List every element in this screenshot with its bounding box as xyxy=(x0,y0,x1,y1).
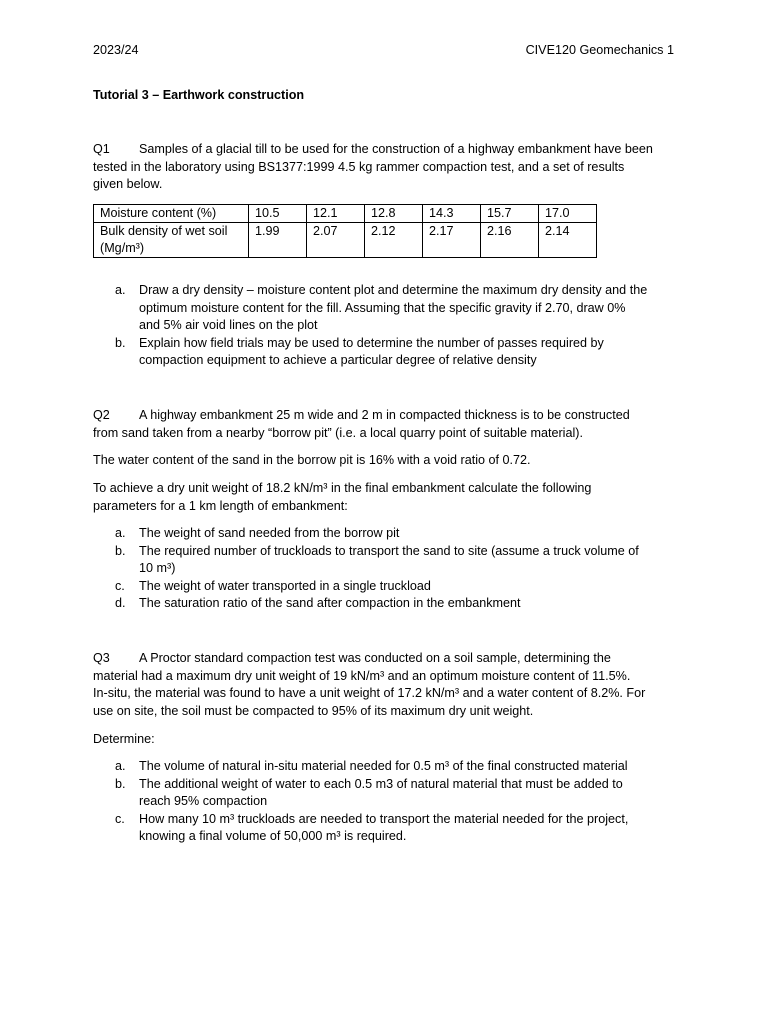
table-cell: 17.0 xyxy=(539,205,597,223)
list-marker: c. xyxy=(115,811,125,826)
list-item-line: 10 m³) xyxy=(139,561,176,575)
q3-intro-line2: material had a maximum dry unit weight of 19 kN/m³ and an optimum moisture content of 11.5%. xyxy=(93,668,631,683)
list-item xyxy=(93,578,683,596)
list-item-line: optimum moisture content for the fill. Assuming that the specific gravity if 2.70, draw 0% xyxy=(139,300,626,315)
list-marker: b. xyxy=(115,335,126,350)
table-row-label: Moisture content (%) xyxy=(94,205,249,223)
q1-number: Q1 xyxy=(93,142,110,156)
q2-parts-list xyxy=(93,525,683,613)
table-cell: 2.14 xyxy=(539,223,597,258)
table-cell: 2.16 xyxy=(481,223,539,258)
q2-para3-line1: To achieve a dry unit weight of 18.2 kN/m³ in the final embankment calculate the following xyxy=(93,481,592,495)
table-cell: 10.5 xyxy=(249,205,307,223)
list-marker: b. xyxy=(115,543,126,558)
table-cell: 12.8 xyxy=(365,205,423,223)
list-item-line: Explain how field trials may be used to determine the number of passes required by xyxy=(139,335,604,350)
q2-para3-line2: parameters for a 1 km length of embankment: xyxy=(93,498,348,513)
q2-para-water xyxy=(93,452,683,470)
q3-number: Q3 xyxy=(93,651,110,665)
q2-para-target xyxy=(93,480,683,515)
list-item-line: knowing a final volume of 50,000 m³ is required. xyxy=(139,829,407,843)
list-item-line: How many 10 m³ truckloads are needed to transport the material needed for the project, xyxy=(139,811,629,826)
list-marker: c. xyxy=(115,578,125,593)
table-cell: 1.99 xyxy=(249,223,307,258)
q1-intro-line3: given below. xyxy=(93,177,163,191)
q2-number: Q2 xyxy=(93,408,110,422)
list-marker: a. xyxy=(115,759,126,773)
list-marker: d. xyxy=(115,596,126,610)
list-item xyxy=(93,543,683,578)
table-cell: 2.17 xyxy=(423,223,481,258)
list-item-line: The weight of sand needed from the borrow pit xyxy=(139,526,400,540)
list-marker: b. xyxy=(115,776,126,791)
q3-intro-line1: A Proctor standard compaction test was conducted on a soil sample, determining the xyxy=(139,651,611,665)
list-item xyxy=(93,811,683,846)
q3-intro-line4: use on site, the soil must be compacted to 95% of its maximum dry unit weight. xyxy=(93,703,534,718)
q3-determine xyxy=(93,731,683,749)
table-row xyxy=(94,205,597,223)
q3-intro-line3: In-situ, the material was found to have a unit weight of 17.2 kN/m³ and a water content of 8.2%. For xyxy=(93,686,646,700)
list-item-line: The required number of truckloads to transport the sand to site (assume a truck volume of xyxy=(139,543,639,558)
q2-intro xyxy=(93,407,683,442)
header-module: CIVE120 Geomechanics 1 xyxy=(525,43,674,57)
q1-intro-line2: tested in the laboratory using BS1377:1999 4.5 kg rammer compaction test, and a set of results xyxy=(93,159,625,174)
table-cell: 14.3 xyxy=(423,205,481,223)
q2-intro-line1: A highway embankment 25 m wide and 2 m in compacted thickness is to be constructed xyxy=(139,408,630,422)
list-item-line: and 5% air void lines on the plot xyxy=(139,318,318,332)
table-cell: 2.12 xyxy=(365,223,423,258)
list-item xyxy=(93,776,683,811)
q1-intro-line1: Samples of a glacial till to be used for the construction of a highway embankment have been xyxy=(139,142,653,156)
q1-parts-list xyxy=(93,282,683,370)
q3-parts-list xyxy=(93,758,683,846)
list-item xyxy=(93,595,683,613)
list-marker: a. xyxy=(115,526,126,540)
list-item xyxy=(93,282,683,335)
q3-intro xyxy=(93,650,683,720)
list-item-line: reach 95% compaction xyxy=(139,794,268,808)
table-row xyxy=(94,223,597,258)
table-row-label xyxy=(94,223,249,258)
list-marker: a. xyxy=(115,283,126,297)
list-item-line: The saturation ratio of the sand after compaction in the embankment xyxy=(139,596,521,610)
list-item xyxy=(93,525,683,543)
table-cell: 15.7 xyxy=(481,205,539,223)
list-item xyxy=(93,758,683,776)
list-item-line: The volume of natural in-situ material needed for 0.5 m³ of the final constructed material xyxy=(139,759,628,773)
list-item xyxy=(93,335,683,370)
list-item-line: Draw a dry density – moisture content plot and determine the maximum dry density and the xyxy=(139,283,648,297)
q2-intro-line2: from sand taken from a nearby “borrow pit” (i.e. a local quarry point of suitable material). xyxy=(93,425,583,440)
list-item-line: The additional weight of water to each 0.5 m3 of natural material that must be added to xyxy=(139,776,623,791)
table-row-label-line2: (Mg/m³) xyxy=(100,241,145,255)
header-year: 2023/24 xyxy=(93,43,139,57)
table-cell: 12.1 xyxy=(307,205,365,223)
page-title: Tutorial 3 – Earthwork construction xyxy=(93,88,305,102)
q2-para2: The water content of the sand in the borrow pit is 16% with a void ratio of 0.72. xyxy=(93,453,531,467)
q1-results-table xyxy=(93,204,597,258)
list-item-line: compaction equipment to achieve a particular degree of relative density xyxy=(139,353,537,367)
q1-intro xyxy=(93,141,683,194)
table-cell: 2.07 xyxy=(307,223,365,258)
list-item-line: The weight of water transported in a single truckload xyxy=(139,578,431,593)
table-row-label-line1: Bulk density of wet soil xyxy=(100,224,228,238)
q3-determine-label: Determine: xyxy=(93,732,155,746)
